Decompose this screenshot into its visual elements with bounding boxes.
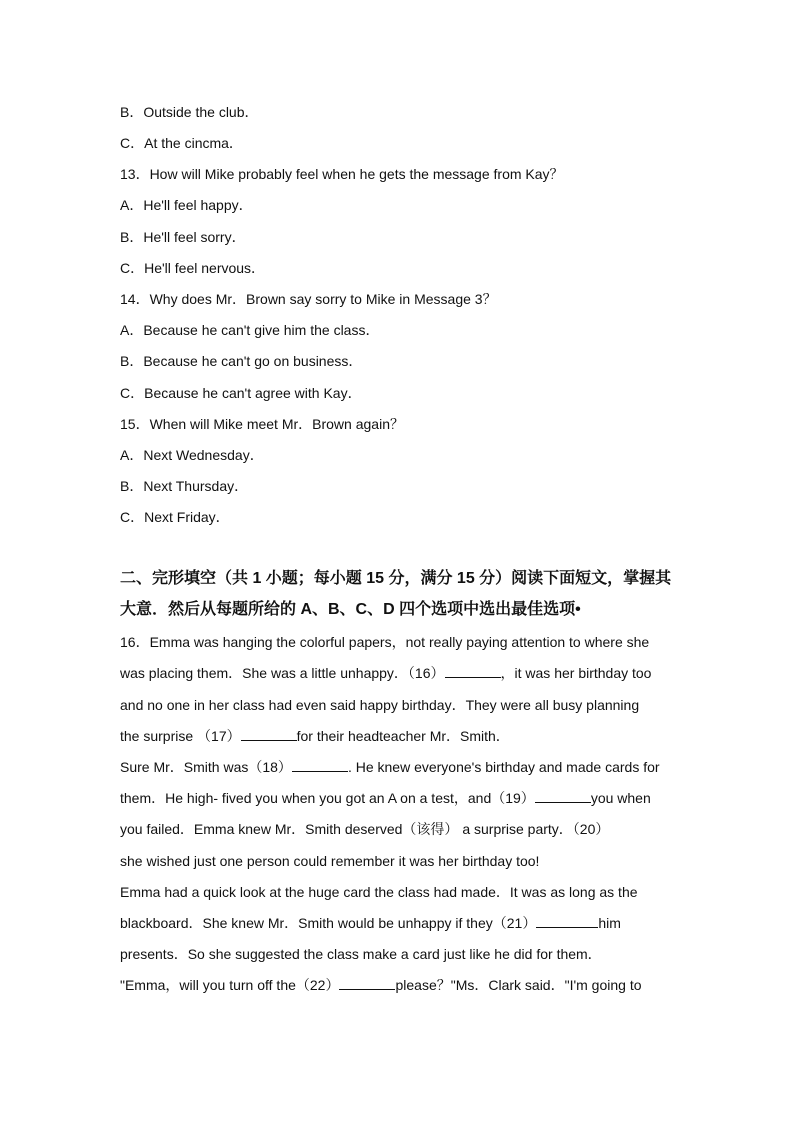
passage-line-1: 16．Emma was hanging the colorful papers，not really paying attention to where she	[120, 634, 650, 650]
blank-16	[445, 665, 501, 678]
q13-option-c: C．He'll feel nervous．	[120, 260, 266, 276]
passage-text: for their headteacher Mr．Smith．	[296, 728, 510, 744]
q14-question: 14．Why does Mr．Brown say sorry to Mike in Message 3？	[120, 291, 497, 307]
blank-21	[536, 915, 598, 928]
q15-option-a: A．Next Wednesday．	[120, 447, 264, 463]
passage-line-12	[120, 976, 642, 994]
passage-text: . He knew everyone's birthday and made cards for	[347, 759, 660, 775]
passage-line-3: and no one in her class had even said happy birthday．They were all busy planning	[120, 697, 640, 713]
passage-line-6	[120, 789, 651, 807]
q14-option-c: C．Because he can't agree with Kay．	[120, 385, 362, 401]
q13-question: 13．How will Mike probably feel when he gets the message from Kay？	[120, 166, 564, 182]
passage-text: "Emma，will you turn off the（22）	[120, 977, 340, 993]
passage-line-11: presents．So she suggested the class make a card just like he did for them．	[120, 946, 602, 962]
q13-option-b: B．He'll feel sorry．	[120, 229, 246, 245]
passage-line-2	[120, 664, 651, 682]
passage-text: them．He high- fived you when you got an A on a test，and（19）	[120, 790, 535, 806]
blank-19	[535, 790, 591, 803]
passage-line-7: you failed．Emma knew Mr．Smith deserved（该得） a surprise party．（20）	[120, 821, 610, 837]
passage-line-8: she wished just one person could remember it was her birthday too!	[120, 853, 540, 869]
passage-line-10	[120, 914, 621, 932]
passage-text: ，it was her birthday too	[500, 665, 652, 681]
passage-text: him	[598, 915, 621, 931]
passage-text: please？"Ms．Clark said．"I'm going to	[395, 977, 642, 993]
q12-option-b: B．Outside the club．	[120, 104, 259, 120]
q15-question: 15．When will Mike meet Mr．Brown again？	[120, 416, 404, 432]
passage-line-9: Emma had a quick look at the huge card the class had made．It was as long as the	[120, 884, 638, 900]
q15-option-c: C．Next Friday．	[120, 509, 230, 525]
q12-option-c: C．At the cincma．	[120, 135, 243, 151]
passage-text: blackboard．She knew Mr．Smith would be unhappy if they（21）	[120, 915, 537, 931]
q15-option-b: B．Next Thursday．	[120, 478, 249, 494]
section-heading-line-1: 二、完形填空（共 1 小题；每小题 15 分，满分 15 分）阅读下面短文，掌握其	[120, 570, 672, 587]
q13-option-a: A．He'll feel happy．	[120, 197, 253, 213]
q14-option-b: B．Because he can't go on business．	[120, 353, 363, 369]
blank-22	[339, 977, 395, 990]
passage-line-5	[120, 758, 660, 776]
passage-text: was placing them．She was a little unhappy．（16）	[120, 665, 445, 681]
blank-17	[241, 728, 297, 741]
passage-text: you when	[590, 790, 651, 806]
blank-18	[292, 759, 348, 772]
passage-text: Sure Mr．Smith was（18）	[120, 759, 292, 775]
q14-option-a: A．Because he can't give him the class．	[120, 322, 380, 338]
passage-text: the surprise （17）	[120, 728, 241, 744]
section-heading-line-2: 大意．然后从每题所给的 A、B、C、D 四个选项中选出最佳选项•	[120, 601, 581, 618]
passage-line-4	[120, 727, 510, 745]
